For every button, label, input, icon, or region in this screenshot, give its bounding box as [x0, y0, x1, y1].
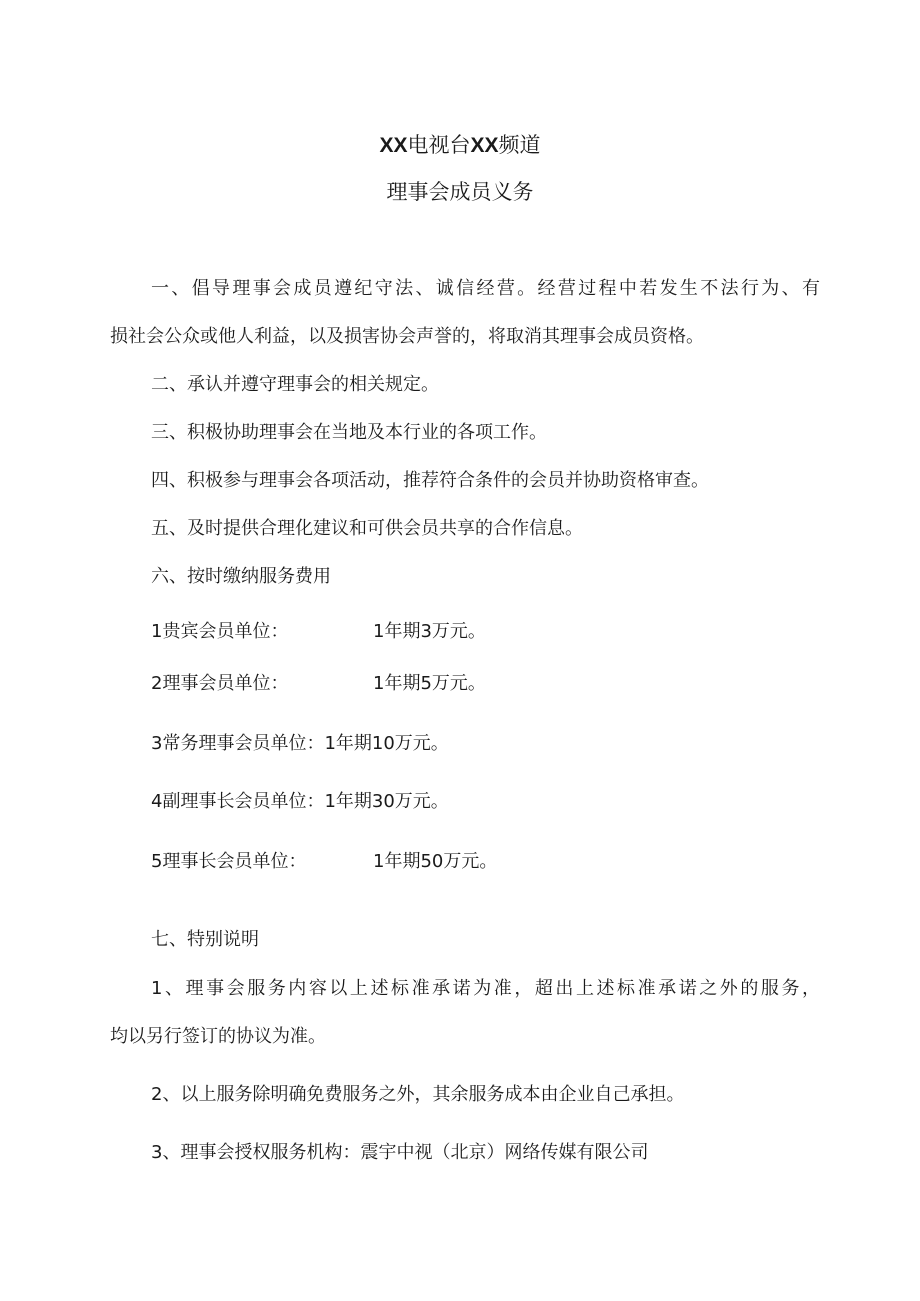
duty-3: 三、积极协助理事会在当地及本行业的各项工作。 — [151, 422, 547, 443]
duty-1-line-1: 一、倡导理事会成员遵纪守法、诚信经营。经营过程中若发生不法行为、有 — [151, 278, 820, 299]
fee-amount: 1年期10万元。 — [324, 733, 449, 754]
fee-row — [151, 670, 486, 698]
fee-label: 4副理事长会员单位： — [151, 791, 325, 812]
duty-1-line-2: 损社会公众或他人利益，以及损害协会声誉的，将取消其理事会成员资格。 — [110, 326, 704, 347]
fee-amount: 1年期30万元。 — [324, 791, 449, 812]
fee-row — [151, 848, 498, 876]
title-channel: 频道 — [498, 133, 541, 157]
title-tv-station: 电视台 — [407, 133, 471, 157]
document-title — [0, 130, 920, 161]
title-xx-1: XX — [379, 134, 408, 157]
fee-row — [151, 730, 449, 758]
duty-5: 五、及时提供合理化建议和可供会员共享的合作信息。 — [151, 518, 583, 539]
title-xx-2: XX — [470, 134, 499, 157]
document-subtitle: 理事会成员义务 — [386, 180, 534, 204]
duty-4: 四、积极参与理事会各项活动，推荐符合条件的会员并协助资格审查。 — [151, 470, 709, 491]
duty-6-heading: 六、按时缴纳服务费用 — [151, 566, 331, 587]
note-1-line-1: 1、理事会服务内容以上述标准承诺为准，超出上述标准承诺之外的服务， — [151, 978, 820, 999]
note-3: 3、理事会授权服务机构：震宇中视（北京）网络传媒有限公司 — [151, 1142, 649, 1163]
fee-label: 1贵宾会员单位： — [151, 621, 289, 642]
fee-amount: 1年期50万元。 — [373, 851, 498, 872]
fee-label: 5理事长会员单位： — [151, 851, 307, 872]
fee-label: 3常务理事会员单位： — [151, 733, 325, 754]
fee-row — [151, 618, 486, 646]
fee-amount: 1年期5万元。 — [373, 673, 486, 694]
duty-2: 二、承认并遵守理事会的相关规定。 — [151, 374, 439, 395]
note-2: 2、以上服务除明确免费服务之外，其余服务成本由企业自己承担。 — [151, 1084, 685, 1105]
fee-label: 2理事会员单位： — [151, 673, 289, 694]
fee-row — [151, 788, 449, 816]
fee-amount: 1年期3万元。 — [373, 621, 486, 642]
note-1-line-2: 均以另行签订的协议为准。 — [110, 1026, 326, 1047]
notes-heading: 七、特别说明 — [151, 929, 259, 950]
